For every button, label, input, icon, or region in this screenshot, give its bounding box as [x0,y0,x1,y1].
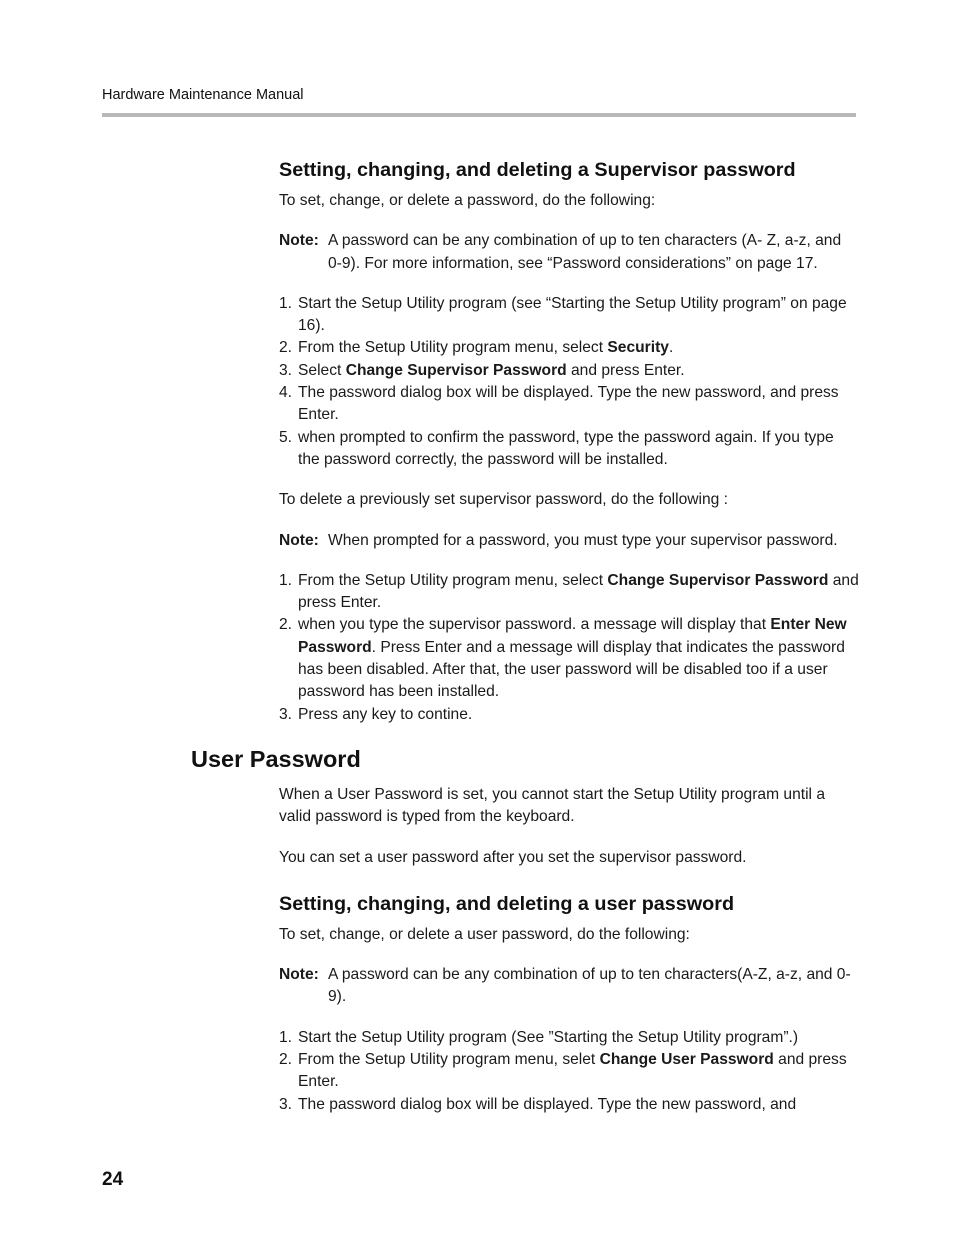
running-header: Hardware Maintenance Manual [102,87,304,103]
list-text: Start the Setup Utility program (See ”Starting the Setup Utility program”.) [298,1028,799,1046]
note-label: Note: [279,966,319,984]
list-text: when prompted to confirm the password, type the password again. If you type the password correctly, the password will be installed. [298,428,834,468]
list-number: 1. [279,1028,293,1046]
list-number: 1. [279,571,293,589]
note-text: A password can be any combination of up to ten characters (A- Z, a-z, and 0-9). For more information, see “Password considerations” on page 17. [328,232,842,272]
note-label: Note: [279,232,319,250]
list-item [279,293,859,338]
list-number: 3. [279,361,293,379]
page-content [191,157,859,1134]
list-item [279,337,859,359]
list-text: Select Change Supervisor Password and press Enter. [298,361,685,379]
list-item [279,360,859,382]
list-text: From the Setup Utility program menu, select Change Supervisor Password and press Enter. [298,571,859,612]
list-number: 4. [279,384,293,402]
list-number: 2. [279,339,293,357]
header-rule [102,113,856,117]
bold-term: Enter New Password [298,616,847,656]
list-text: when you type the supervisor password. a message will display that Enter New Password. Press Enter and a message will display that indicates the password has been disabled. After that, the user password will be disabled too if a user password has been installed. [298,616,847,701]
note-text: A password can be any combination of up to ten characters(A-Z, a-z, and 0-9). [328,966,851,1006]
user-password-para2: You can set a user password after you set the supervisor password. [279,848,747,866]
bold-term: Security [607,339,669,357]
user-password-intro: To set, change, or delete a user password, do the following: [279,925,690,943]
list-text: The password dialog box will be displayed. Type the new password, and press Enter. [298,384,839,424]
list-number: 5. [279,428,293,446]
delete-intro: To delete a previously set supervisor password, do the following : [279,491,728,509]
list-number: 1. [279,294,293,312]
list-number: 2. [279,616,293,634]
note-label: Note: [279,531,319,549]
list-item [279,1094,859,1116]
supervisor-heading: Setting, changing, and deleting a Supervisor password [279,159,796,181]
page-number: 24 [102,1169,124,1190]
list-item [279,382,859,427]
supervisor-steps [279,293,859,471]
list-item [279,614,859,703]
list-number: 3. [279,705,293,723]
delete-steps [279,570,859,726]
list-number: 2. [279,1051,293,1069]
user-password-subheading: Setting, changing, and deleting a user password [279,892,735,915]
list-text: Press any key to contine. [298,705,473,723]
supervisor-note [279,230,859,275]
user-password-steps [279,1027,859,1116]
list-text: Start the Setup Utility program (see “Starting the Setup Utility program” on page 16). [298,294,847,335]
delete-note [279,530,859,552]
list-text: From the Setup Utility program menu, selet Change User Password and press Enter. [298,1051,847,1091]
list-item [279,570,859,615]
list-item [279,1049,859,1094]
bold-term: Change Supervisor Password [345,361,567,379]
list-item [279,1027,859,1049]
list-item [279,427,859,472]
supervisor-intro: To set, change, or delete a password, do the following: [279,192,656,209]
bold-term: Change Supervisor Password [607,571,829,589]
user-password-title: User Password [191,745,361,772]
bold-term: Change User Password [599,1051,774,1069]
list-number: 3. [279,1095,293,1113]
user-password-para1: When a User Password is set, you cannot start the Setup Utility program until a valid password is typed from the keyboard. [279,785,826,826]
user-password-note [279,964,859,1009]
note-text: When prompted for a password, you must type your supervisor password. [328,531,838,549]
list-text: The password dialog box will be displayed. Type the new password, and [298,1095,797,1113]
list-text: From the Setup Utility program menu, select Security. [298,339,674,357]
list-item [279,704,859,726]
